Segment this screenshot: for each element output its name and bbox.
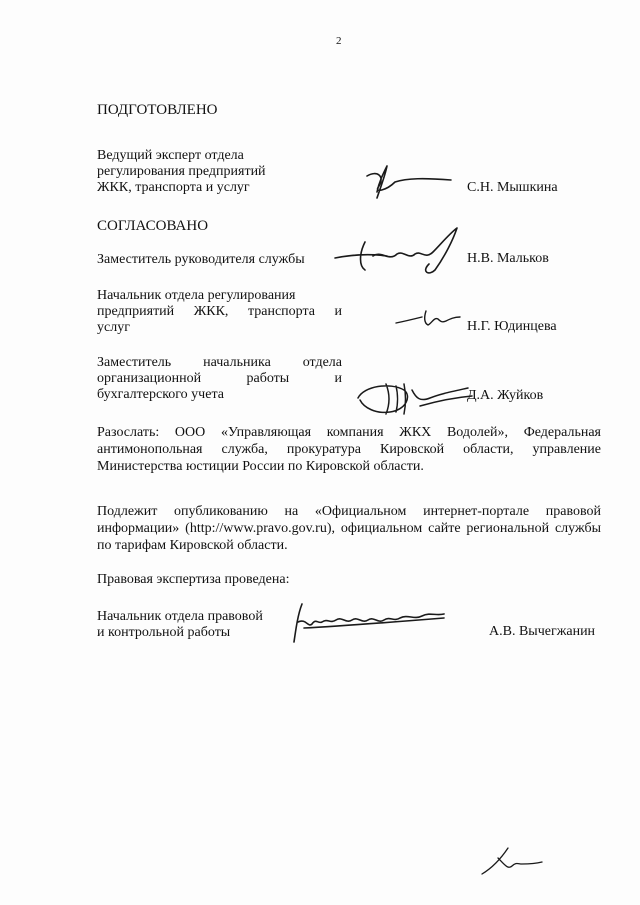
signer-name: С.Н. Мышкина (467, 180, 558, 195)
position-line: регулирования предприятий (97, 164, 266, 179)
signer-name: Д.А. Жуйков (467, 388, 544, 403)
prepared-position (97, 148, 266, 196)
signer-name: А.В. Вычегжанин (489, 624, 596, 639)
agreed-heading: СОГЛАСОВАНО (97, 218, 209, 234)
position-line: Начальник отдела регулирования (97, 288, 296, 303)
distribution-paragraph: Разослать: ООО «Управляющая компания ЖКХ Водолей», Федеральная антимонопольная служба, прокуратура Кировской области, управление Министерства юстиции России по Кировской области. (97, 425, 601, 474)
initials-mark (478, 840, 548, 880)
signer-name: Н.В. Мальков (467, 251, 549, 266)
position-line: Начальник отдела правовой (97, 609, 263, 624)
signature-yudintseva (390, 305, 470, 335)
position-line: предприятий ЖКК, транспорта и (97, 304, 342, 319)
agreed-signer-position (97, 252, 305, 268)
signature-myshkina (355, 152, 465, 212)
signature-malkov (325, 220, 475, 280)
signature-zhuykov (350, 376, 480, 422)
signer-name: Н.Г. Юдинцева (467, 319, 557, 334)
agreed-signer-position (97, 355, 342, 403)
signature-vychegzhanin (284, 598, 454, 648)
position-line: услуг (97, 320, 130, 335)
publication-paragraph: Подлежит опубликованию на «Официальном интернет-портале правовой информации» (http://www.pravo.gov.ru), официальном сайте региональной службы по тарифам Кировской области. (97, 504, 601, 553)
position-line: и контрольной работы (97, 625, 231, 640)
legal-review-statement: Правовая экспертиза проведена: (97, 572, 290, 587)
position-line: ЖКК, транспорта и услуг (97, 180, 250, 195)
page-number: 2 (336, 35, 342, 47)
position-line: Заместитель начальника отдела (97, 355, 342, 370)
position-line: бухгалтерского учета (97, 387, 224, 402)
agreed-signer-position (97, 288, 342, 336)
position-line: организационной работы и (97, 371, 342, 386)
legal-review-position (97, 609, 263, 641)
position-line: Ведущий эксперт отдела (97, 148, 244, 163)
position-line: Заместитель руководителя службы (97, 252, 305, 267)
prepared-heading: ПОДГОТОВЛЕНО (97, 102, 218, 118)
